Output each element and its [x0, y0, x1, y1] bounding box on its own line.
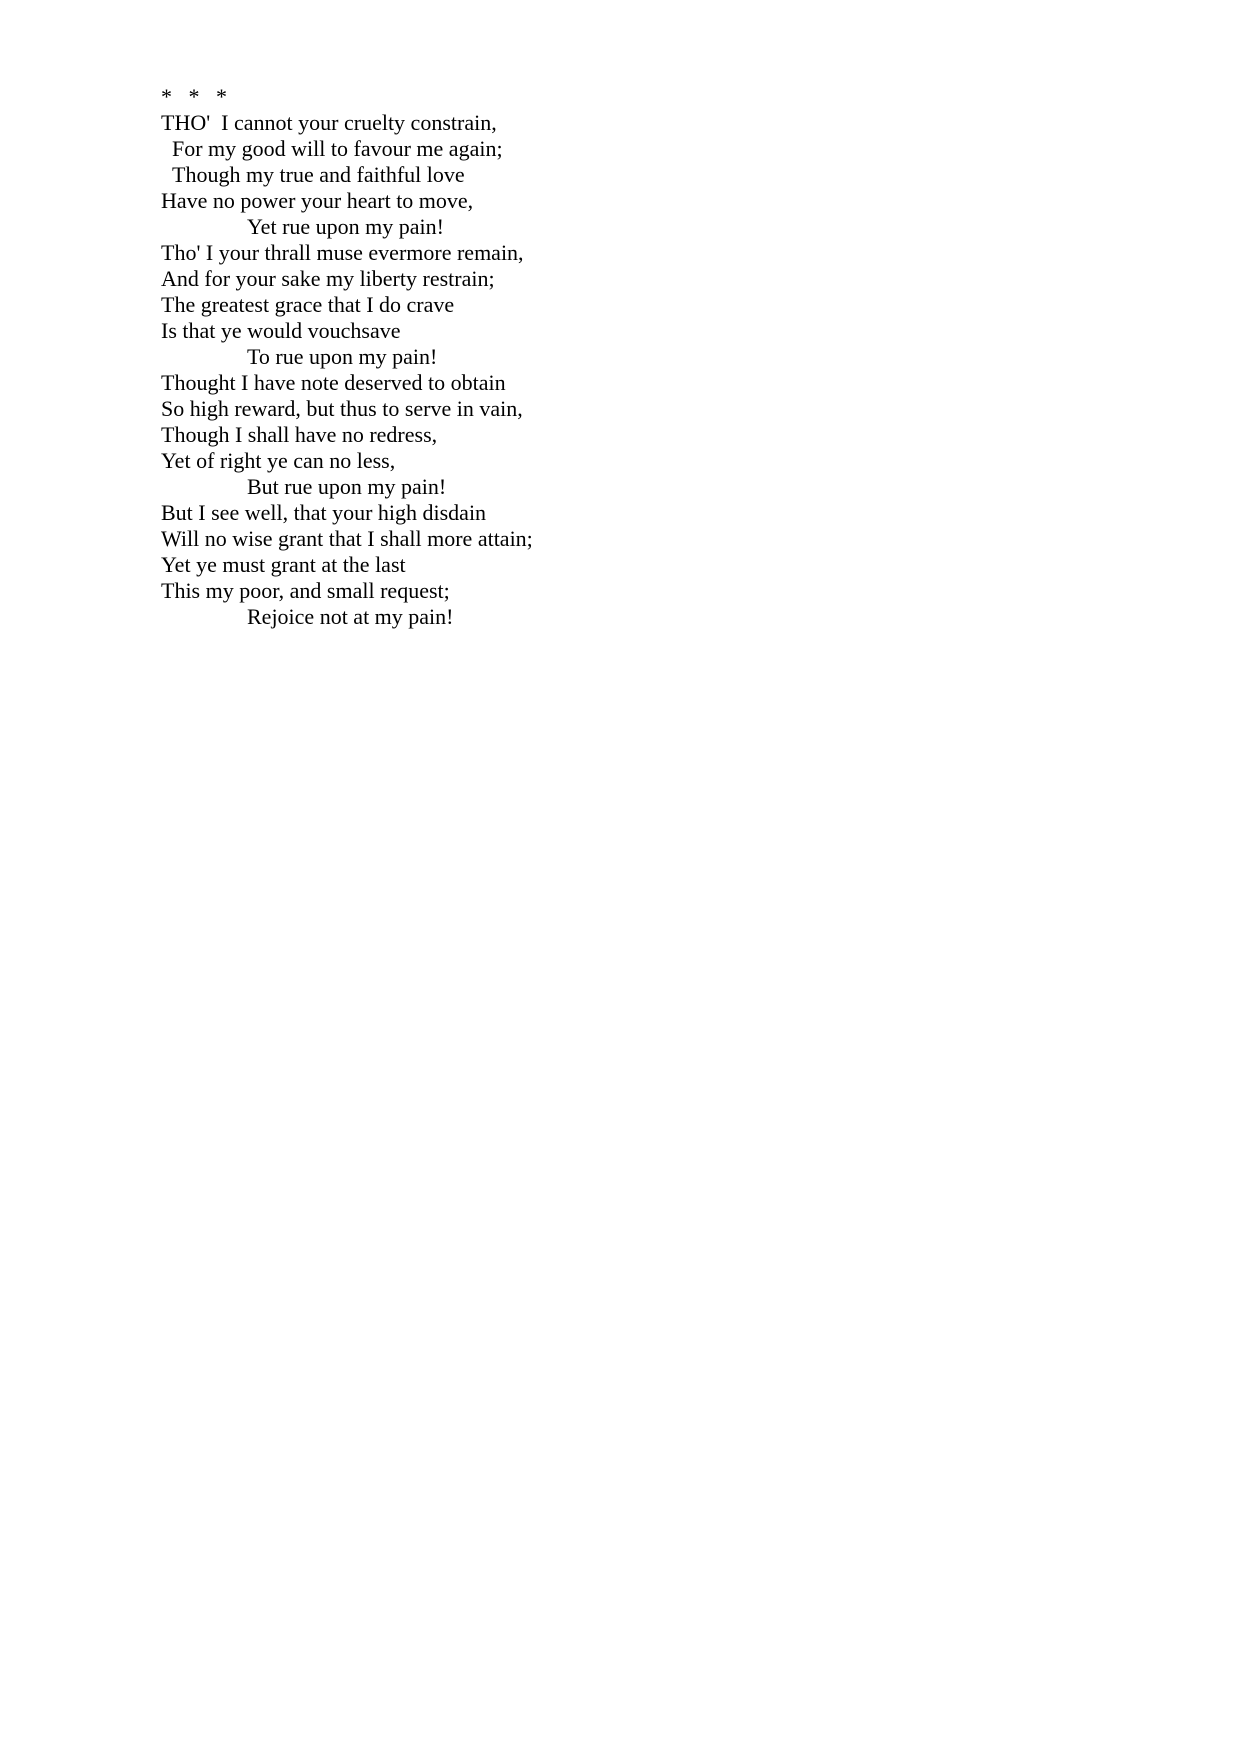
poem-line: So high reward, but thus to serve in vain, — [161, 396, 523, 421]
section-ornament: * * * — [161, 84, 227, 109]
poem-refrain: Rejoice not at my pain! — [247, 604, 454, 629]
poem-line: Have no power your heart to move, — [161, 188, 474, 213]
poem-line: Tho' I your thrall muse evermore remain, — [161, 240, 524, 265]
poem-line: Is that ye would vouchsave — [161, 318, 401, 343]
poem-line: But I see well, that your high disdain — [161, 500, 487, 525]
poem-line: THO' I cannot your cruelty constrain, — [161, 110, 497, 135]
poem-refrain: But rue upon my pain! — [247, 474, 447, 499]
poem-line: The greatest grace that I do crave — [161, 292, 455, 317]
poem-line: Thought I have note deserved to obtain — [161, 370, 506, 395]
poem-line: Though my true and faithful love — [172, 162, 465, 187]
poem-line: And for your sake my liberty restrain; — [161, 266, 495, 291]
poem-line: Though I shall have no redress, — [161, 422, 438, 447]
poem-line: Will no wise grant that I shall more attain; — [161, 526, 533, 551]
poem-refrain: Yet rue upon my pain! — [247, 214, 444, 239]
poem-line: For my good will to favour me again; — [172, 136, 503, 161]
poem-refrain: To rue upon my pain! — [247, 344, 438, 369]
poem-line: Yet of right ye can no less, — [161, 448, 396, 473]
poem-line: Yet ye must grant at the last — [161, 552, 406, 577]
poem — [161, 84, 533, 630]
poem-line: This my poor, and small request; — [161, 578, 450, 603]
